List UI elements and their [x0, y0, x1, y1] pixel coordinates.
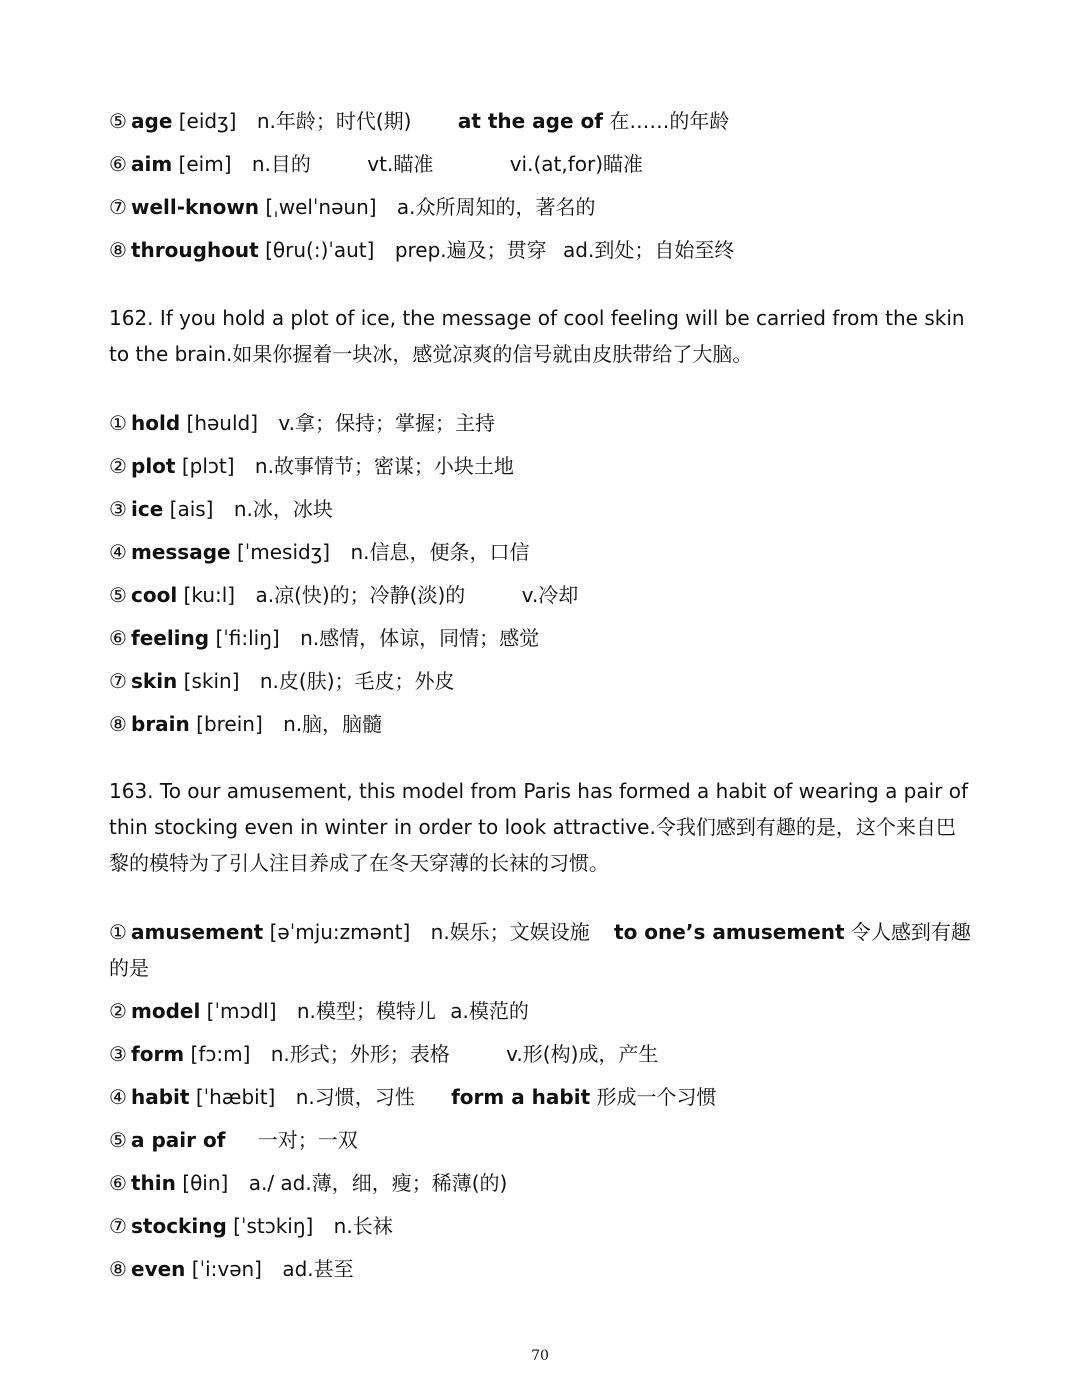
entry-phonetic: [ais]: [163, 497, 214, 521]
vocab-entry-stocking: [109, 1208, 979, 1244]
vocab-entry-a-pair-of: [109, 1122, 979, 1158]
entry-definition: ad.甚至: [282, 1257, 354, 1281]
entry-word: amusement: [131, 920, 264, 944]
entry-number: ④: [109, 540, 127, 564]
entry-definition: n.故事情节；密谋；小块土地: [254, 454, 514, 478]
entry-phrase-definition: 在……的年龄: [602, 109, 730, 133]
vocab-entry-amusement: [109, 914, 979, 950]
entry-number: ⑧: [109, 712, 127, 736]
entry-definition: a.模范的: [450, 999, 529, 1023]
entry-word: form: [131, 1042, 185, 1066]
vocab-entry-ice: [109, 491, 979, 527]
entry-word: brain: [131, 712, 190, 736]
vocab-entry-age: [109, 103, 979, 139]
sentence-163-line-1: 163. To our amusement, this model from Paris has formed a habit of wearing a pair of: [109, 779, 969, 803]
entry-phonetic: [θin]: [175, 1171, 229, 1195]
vocab-entry-thin: [109, 1165, 979, 1201]
entry-word: even: [131, 1257, 186, 1281]
entry-phonetic: [θru(:)ˈaut]: [258, 238, 375, 262]
entry-word: plot: [131, 454, 176, 478]
vocab-entry-well-known: [109, 189, 979, 225]
sentence-163-line-3: 黎的模特为了引人注目养成了在冬天穿薄的长袜的习惯。: [109, 851, 609, 875]
entry-definition: n.脑，脑髓: [283, 712, 383, 736]
entry-definition: ad.到处；自始至终: [563, 238, 735, 262]
entry-word: hold: [131, 411, 181, 435]
entry-definition: a.众所周知的，著名的: [396, 195, 596, 219]
entry-phonetic: [brein]: [189, 712, 263, 736]
entry-phonetic: [ˈhæbit]: [189, 1085, 276, 1109]
entry-phrase-definition: 形成一个习惯: [590, 1085, 717, 1109]
vocab-entry-even: [109, 1251, 979, 1287]
entry-number: ⑧: [109, 238, 127, 262]
sentence-162-line-2: to the brain.如果你握着一块冰，感觉凉爽的信号就由皮肤带给了大脑。: [109, 342, 753, 366]
page-number: 70: [531, 1348, 549, 1364]
entry-word: skin: [131, 669, 178, 693]
entry-word: ice: [131, 497, 164, 521]
entry-phonetic: [ˈmesidʒ]: [230, 540, 331, 564]
entry-word: throughout: [131, 238, 259, 262]
entry-definition: v.形(构)成，产生: [506, 1042, 659, 1066]
entry-definition: n.目的: [251, 152, 311, 176]
entry-phrase: at the age of: [457, 109, 603, 133]
vocab-entry-cool: [109, 577, 979, 613]
entry-definition: n.冰，冰块: [233, 497, 333, 521]
entry-phonetic: [eim]: [172, 152, 232, 176]
vocab-entry-habit: [109, 1079, 979, 1115]
entry-definition: vi.(at,for)瞄准: [509, 152, 643, 176]
entry-word: message: [131, 540, 231, 564]
entry-phonetic: [əˈmju:zmənt]: [263, 920, 411, 944]
entry-definition: v.拿；保持；掌握；主持: [278, 411, 496, 435]
entry-phonetic: [plɔt]: [175, 454, 235, 478]
entry-phonetic: [ˈfi:liŋ]: [209, 626, 280, 650]
entry-phonetic: [ˈi:vən]: [185, 1257, 262, 1281]
entry-phonetic: [ˈstɔkiŋ]: [226, 1214, 314, 1238]
vocab-entry-aim: [109, 146, 979, 182]
entry-definition: n.形式；外形；表格: [270, 1042, 450, 1066]
vocab-entry-hold: [109, 405, 979, 441]
entry-phonetic: [fɔ:m]: [184, 1042, 251, 1066]
entry-phonetic: [ˈmɔdl]: [200, 999, 277, 1023]
entry-phrase: form a habit: [451, 1085, 591, 1109]
entry-number: ③: [109, 1042, 127, 1066]
vocab-entry-throughout: [109, 232, 979, 268]
entry-number: ⑤: [109, 583, 127, 607]
entry-definition: n.皮(肤)；毛皮；外皮: [259, 669, 455, 693]
entry-definition: n.娱乐；文娱设施: [430, 920, 590, 944]
entry-definition: n.年龄；时代(期): [256, 109, 412, 133]
vocab-entry-message: [109, 534, 979, 570]
entry-definition: n.信息，便条，口信: [350, 540, 530, 564]
entry-word: aim: [131, 152, 173, 176]
vocab-entry-model: [109, 993, 979, 1029]
entry-number: ⑤: [109, 1128, 127, 1152]
entry-number: ⑦: [109, 669, 127, 693]
entry-word: feeling: [131, 626, 210, 650]
entry-word: model: [131, 999, 201, 1023]
entry-word: cool: [131, 583, 178, 607]
entry-word: well-known: [131, 195, 260, 219]
entry-number: ②: [109, 999, 127, 1023]
entry-definition: a.凉(快)的；冷静(淡)的: [255, 583, 466, 607]
entry-word: stocking: [131, 1214, 227, 1238]
entry-number: ⑧: [109, 1257, 127, 1281]
entry-phonetic: [həuld]: [180, 411, 259, 435]
entry-phonetic: [ˌwelˈnəun]: [259, 195, 377, 219]
entry-number: ④: [109, 1085, 127, 1109]
entry-phonetic: [ku:l]: [177, 583, 236, 607]
entry-definition: a./ ad.薄，细，瘦；稀薄(的): [248, 1171, 508, 1195]
entry-number: ①: [109, 411, 127, 435]
sentence-162-line-1: 162. If you hold a plot of ice, the message of cool feeling will be carried from the skin: [109, 306, 965, 330]
vocab-entry-skin: [109, 663, 979, 699]
entry-definition: n.模型；模特儿: [296, 999, 436, 1023]
sentence-163-line-2: thin stocking even in winter in order to look attractive.令我们感到有趣的是，这个来自巴: [109, 815, 956, 839]
entry-number: ⑦: [109, 1214, 127, 1238]
vocab-entry-plot: [109, 448, 979, 484]
entry-number: ③: [109, 497, 127, 521]
entry-phrase-definition: 令人感到有趣: [844, 920, 971, 944]
entry-number: ⑥: [109, 152, 127, 176]
entry-phonetic: [eidʒ]: [172, 109, 237, 133]
entry-number: ⑥: [109, 1171, 127, 1195]
entry-definition: v.冷却: [521, 583, 579, 607]
entry-definition: prep.遍及；贯穿: [394, 238, 547, 262]
entry-number: ⑥: [109, 626, 127, 650]
vocab-entry-form: [109, 1036, 979, 1072]
entry-number: ①: [109, 920, 127, 944]
entry-phonetic: [skin]: [177, 669, 240, 693]
entry-definition: vt.瞄准: [367, 152, 434, 176]
entry-definition: n.长袜: [333, 1214, 393, 1238]
entry-word: a pair of: [131, 1128, 226, 1152]
vocab-entry-brain: [109, 706, 979, 742]
entry-number: ⑦: [109, 195, 127, 219]
entry-word: age: [131, 109, 173, 133]
entry-phrase: to one’s amusement: [614, 920, 845, 944]
entry-number: ②: [109, 454, 127, 478]
entry-number: ⑤: [109, 109, 127, 133]
entry-word: thin: [131, 1171, 176, 1195]
entry-definition: 一对；一双: [257, 1128, 358, 1152]
entry-word: habit: [131, 1085, 190, 1109]
entry-definition: n.感情，体谅，同情；感觉: [300, 626, 540, 650]
vocab-entry-amusement-continued: 的是: [109, 956, 149, 980]
vocab-entry-feeling: [109, 620, 979, 656]
entry-definition: n.习惯，习性: [295, 1085, 415, 1109]
